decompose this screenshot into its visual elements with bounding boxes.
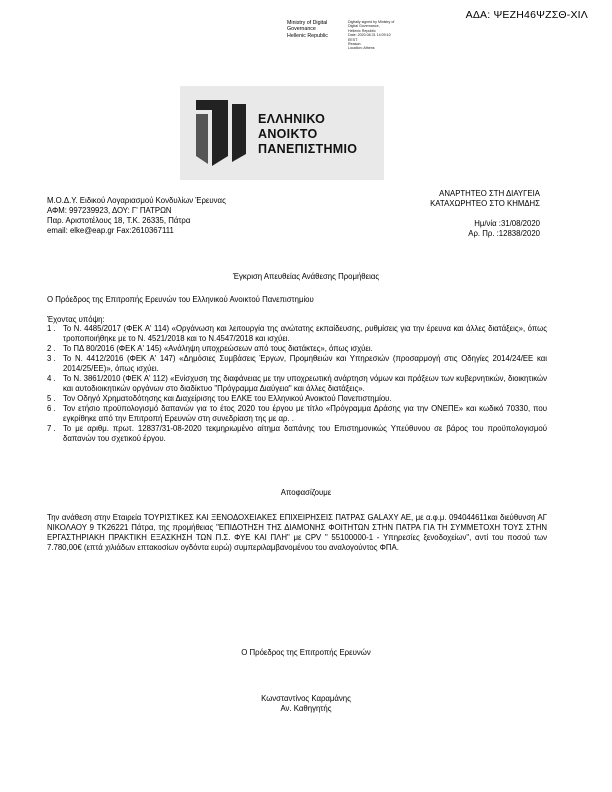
- list-item: [47, 354, 547, 374]
- item-number: 3 .: [47, 354, 56, 363]
- item-text: Το Ν. 3861/2010 (ΦΕΚ Α' 112) «Ενίσχυση της διαφάνειας με την υποχρεωτική ανάρτηση νόμων και πράξεων των κυβερνητικών, διοικητικών και αυτοδιοικητικών οργάνων στο διαδίκτυο "Πρόγραμμα Διαύγεια" και άλλες διατάξεις».: [63, 374, 547, 393]
- university-logo: [180, 86, 384, 180]
- logo-wordmark: [258, 112, 357, 157]
- signature-detail-line: Reason:: [348, 42, 362, 47]
- signature-detail-line: Hellenic Republic: [348, 28, 376, 33]
- list-item: [47, 404, 547, 424]
- org-tax-id: ΑΦΜ: 997239923, ΔΟΥ: Γ' ΠΑΤΡΩΝ: [47, 206, 172, 215]
- list-item: [47, 344, 547, 354]
- logo-mark-icon: [188, 94, 252, 172]
- protocol-number: Αρ. Πρ. :12838/2020: [468, 229, 540, 238]
- signature-detail-line: Digitally signed by Ministry of: [348, 20, 395, 24]
- organization-info: [47, 196, 226, 236]
- item-text: Το ΠΔ 80/2016 (ΦΕΚ Α' 145) «Ανάληψη υποχρεώσεων από τους διατάκτες», όπως ισχύει.: [63, 344, 373, 353]
- item-number: 2 .: [47, 344, 56, 353]
- document-title: Έγκριση Απευθείας Ανάθεσης Προμήθειας: [232, 272, 380, 281]
- diavgeia-note: ΑΝΑΡΤΗΤΕΟ ΣΤΗ ΔΙΑΥΓΕΙΑ: [439, 189, 540, 198]
- org-address: Παρ. Αριστοτέλους 18, Τ.Κ. 26335, Πάτρα: [47, 216, 191, 225]
- president-title: Ο Πρόεδρος της Επιτροπής Ερευνών: [241, 648, 371, 657]
- intro-text: Ο Πρόεδρος της Επιτροπής Ερευνών του Ελληνικού Ανοικτού Πανεπιστημίου: [47, 295, 314, 304]
- decision-heading: Αποφασίζουμε: [280, 488, 332, 497]
- kimdis-note: ΚΑΤΑΧΩΡΗΤΕΟ ΣΤΟ ΚΗΜΔΗΣ: [430, 199, 540, 208]
- document-date: Ημ/νία :31/08/2020: [474, 219, 540, 228]
- item-number: 1 .: [47, 324, 56, 333]
- signature-left-line: Hellenic Republic: [287, 32, 328, 39]
- signature-detail-line: Digital Governance,: [348, 24, 380, 29]
- logo-line-2: ΑΝΟΙΚΤΟ: [258, 127, 318, 141]
- item-text: Το Ν. 4412/2016 (ΦΕΚ Α' 147) «Δημόσιες Συμβάσεις Έργων, Προμηθειών και Υπηρεσιών (προσαρμογή στις Οδηγίες 2014/24/ΕΕ και 2014/25/ΕΕ)», όπως ισχύει.: [63, 354, 547, 373]
- org-contact: email: elke@eap.gr Fax:2610367111: [47, 226, 174, 235]
- item-text: Τον Οδηγό Χρηματοδότησης και Διαχείρισης του ΕΛΚΕ του Ελληνικού Ανοικτού Πανεπιστημίου.: [63, 394, 392, 403]
- considerations-list: [47, 324, 547, 444]
- logo-line-3: ΠΑΝΕΠΙΣΤΗΜΙΟ: [258, 142, 358, 156]
- decision-text: Την ανάθεση στην Εταιρεία ΤΟΥΡΙΣΤΙΚΕΣ ΚΑΙ ΞΕΝΟΔΟΧΕΙΑΚΕΣ ΕΠΙΧΕΙΡΗΣΕΙΣ ΠΑΤΡΑΣ GALAXY AE, με α.φ.μ. 094044611και διεύθυνση ΑΓ ΝΙΚΟΛΑΟΥ 9 ΤΚ26221 Πάτρα, της προμήθειας "ΕΠΙΔΟΤΗΣΗ ΤΗΣ ΔΙΑΜΟΝΗΣ ΦΟΙΤΗΤΩΝ ΣΤΗΝ ΠΑΤΡΑ ΓΙΑ ΤΗ ΣΥΜΜΕΤΟΧΗ ΤΟΥΣ ΣΤΗΝ ΕΡΓΑΣΤΗΡΙΑΚΗ ΠΡΑΚΤΙΚΗ ΕΞΑΣΚΗΣΗ ΤΩΝ Π.Σ. ΦΥΕ ΚΑΙ ΠΛΗ" με CPV " 55100000-1 - Υπηρεσίες ξενοδοχείων", αντί του ποσού των 7.780,00€ (επτά χιλιάδων επτακοσίων ογδόντα ευρώ) συμπεριλαμβανομένου του αναλογούντος ΦΠΑ.: [47, 513, 547, 552]
- item-number: 7 .: [47, 424, 56, 433]
- signature-detail-line: Location: Athens: [348, 46, 375, 51]
- signer-name: Κωνσταντίνος Καραμάνης: [261, 694, 351, 703]
- signature-detail-line: EEST: [348, 37, 358, 42]
- list-item: [47, 374, 547, 394]
- signature-left-line: Governance: [287, 26, 316, 33]
- ada-code: ΑΔΑ: ΨΕΖΗ46ΨΖΣΘ-ΧΙΛ: [465, 9, 588, 21]
- list-item: [47, 394, 547, 404]
- signer-rank: Αν. Καθηγητής: [280, 704, 332, 713]
- publication-info: [430, 189, 540, 239]
- item-number: 4 .: [47, 374, 56, 383]
- item-text: Τον ετήσιο προϋπολογισμό δαπανών για το έτος 2020 του έργου με τίτλο «Πρόγραμμα Δράσης για την ΟΝΕΠΕ» και κωδικό 70330, που εγκρίθηκε από την Επιτροπή Ερευνών στη συνεδρίαση της με αρ. .: [63, 404, 547, 423]
- item-text: Το με αριθμ. πρωτ. 12837/31-08-2020 τεκμηριωμένο αίτημα δαπάνης του Επιστημονικώς Υπεύθυνου σε βάρος του προϋπολογισμού δαπανών του σχετικού έργου.: [63, 424, 547, 443]
- signature-left-line: Ministry of Digital: [287, 20, 328, 26]
- signature-details: [348, 20, 418, 51]
- having-regard-heading: Έχοντας υπόψη:: [47, 315, 105, 324]
- signature-detail-line: Date: 2020.08.31 14:09:10: [348, 33, 391, 38]
- digital-signature-stamp: [287, 20, 395, 51]
- list-item: [47, 324, 547, 344]
- item-number: 5 .: [47, 394, 56, 403]
- list-item: [47, 424, 547, 444]
- logo-line-1: ΕΛΛΗΝΙΚΟ: [258, 112, 326, 126]
- org-name: Μ.Ο.Δ.Υ. Ειδικού Λογαριασμού Κονδυλίων Έρευνας: [47, 196, 226, 205]
- item-text: Το Ν. 4485/2017 (ΦΕΚ Α' 114) «Οργάνωση και λειτουργία της ανώτατης εκπαίδευσης, ρυθμίσεις για την έρευνα και άλλες διατάξεις», όπως τροποποιήθηκε με το Ν. 4521/2018 και το Ν.4547/2018 και ισχύει.: [63, 324, 547, 343]
- item-number: 6 .: [47, 404, 56, 413]
